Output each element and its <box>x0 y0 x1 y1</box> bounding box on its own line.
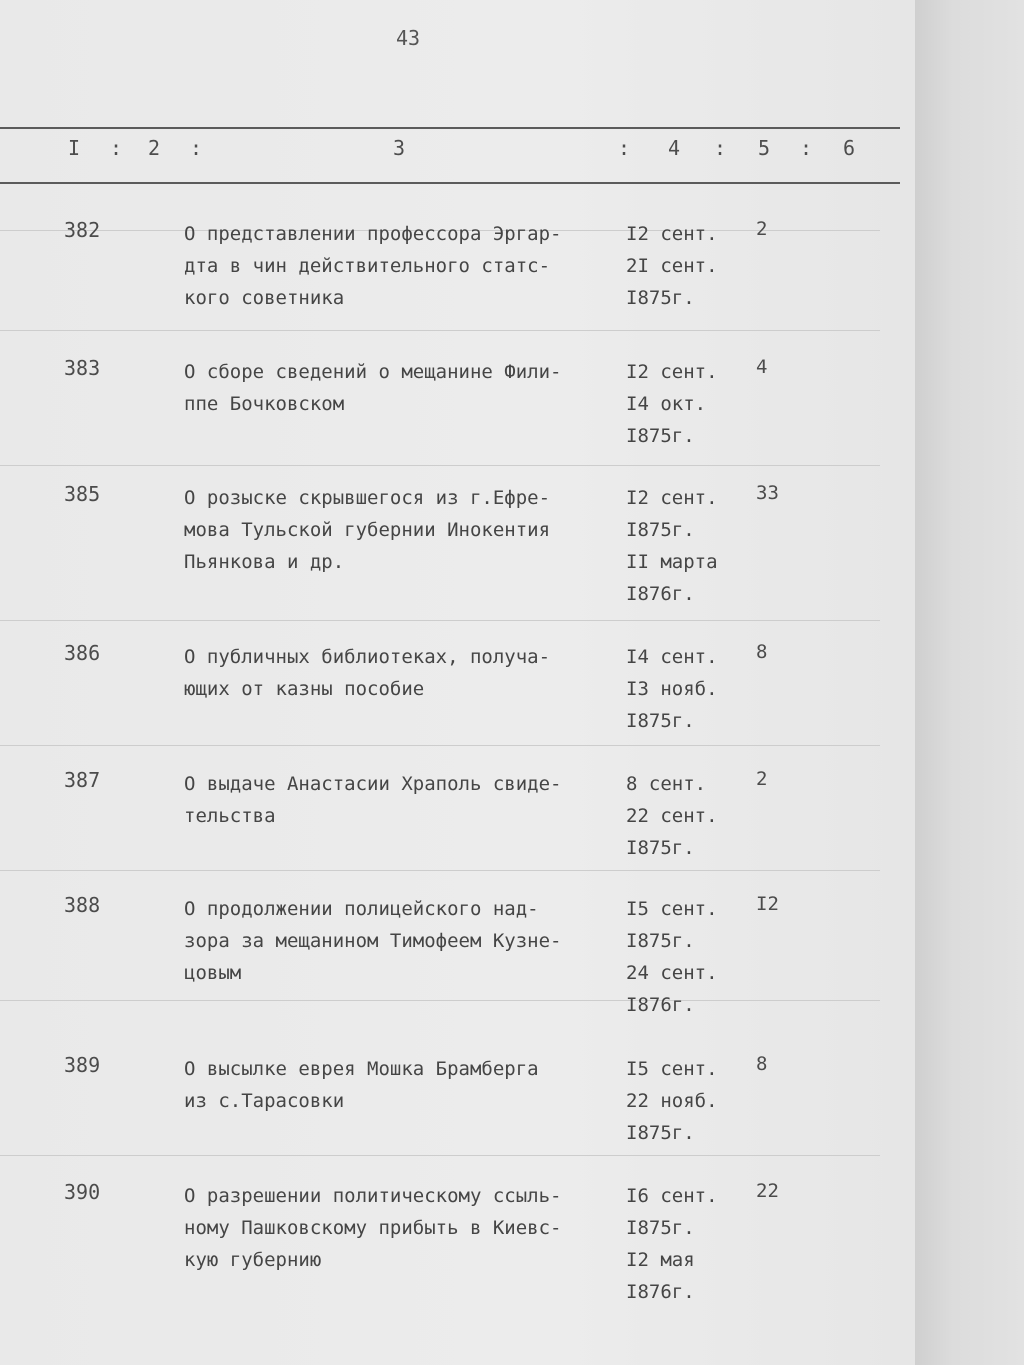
date-line: 8 сент. <box>626 773 707 795</box>
date-line: I875г. <box>626 930 695 952</box>
date-line: I875г. <box>626 287 695 309</box>
sheet-count: 8 <box>756 1053 768 1075</box>
title-line: тельства <box>184 805 276 827</box>
sheet-count: 33 <box>756 482 779 504</box>
case-dates <box>626 1053 718 1149</box>
case-dates <box>626 482 718 610</box>
case-dates <box>626 1180 718 1308</box>
title-line: кую губернию <box>184 1249 322 1271</box>
sheet-count: 2 <box>756 768 768 790</box>
date-line: I2 сент. <box>626 223 718 245</box>
case-dates <box>626 356 718 452</box>
case-dates <box>626 768 718 864</box>
case-number: 386 <box>64 641 101 665</box>
case-dates <box>626 641 718 737</box>
date-line: 22 сент. <box>626 805 718 827</box>
case-number: 387 <box>64 768 101 792</box>
title-line: О продолжении полицейского над- <box>184 898 539 920</box>
sheet-count: 8 <box>756 641 768 663</box>
case-title <box>184 356 624 420</box>
date-line: I6 сент. <box>626 1185 718 1207</box>
title-line: Пьянкова и др. <box>184 551 345 573</box>
date-line: I876г. <box>626 583 695 605</box>
date-line: I875г. <box>626 837 695 859</box>
column-5-heading: 5 <box>758 136 771 160</box>
column-2-heading: 2 <box>148 136 161 160</box>
case-title <box>184 768 624 832</box>
date-line: I4 окт. <box>626 393 707 415</box>
column-separator: : <box>190 136 203 160</box>
title-line: из с.Тарасовки <box>184 1090 345 1112</box>
date-line: I875г. <box>626 519 695 541</box>
title-line: дта в чин действительного статс- <box>184 255 551 277</box>
sheet-count: 2 <box>756 218 768 240</box>
case-number: 383 <box>64 356 101 380</box>
date-line: I4 сент. <box>626 646 718 668</box>
sheet-count: 4 <box>756 356 768 378</box>
date-line: I5 сент. <box>626 1058 718 1080</box>
date-line: I5 сент. <box>626 898 718 920</box>
case-number: 385 <box>64 482 101 506</box>
bleed-through-line <box>0 870 880 871</box>
column-6-heading: 6 <box>843 136 856 160</box>
title-line: О сборе сведений о мещанине Фили- <box>184 361 562 383</box>
bleed-through-line <box>0 1000 880 1001</box>
date-line: 2I сент. <box>626 255 718 277</box>
column-separator: : <box>714 136 727 160</box>
date-line: I2 мая <box>626 1249 695 1271</box>
case-dates <box>626 893 718 1021</box>
date-line: I2 сент. <box>626 487 718 509</box>
date-line: I876г. <box>626 994 695 1016</box>
title-line: цовым <box>184 962 242 984</box>
case-number: 389 <box>64 1053 101 1077</box>
column-separator: : <box>618 136 631 160</box>
date-line: I875г. <box>626 710 695 732</box>
bleed-through-line <box>0 620 880 621</box>
date-line: 22 нояб. <box>626 1090 718 1112</box>
case-number: 390 <box>64 1180 101 1204</box>
sheet-count: 22 <box>756 1180 779 1202</box>
title-line: О высылке еврея Мошка Брамберга <box>184 1058 539 1080</box>
case-number: 388 <box>64 893 101 917</box>
case-title <box>184 482 624 578</box>
case-number: 382 <box>64 218 101 242</box>
title-line: ющих от казны пособие <box>184 678 425 700</box>
date-line: I3 нояб. <box>626 678 718 700</box>
header-bottom-rule <box>0 182 900 184</box>
bleed-through-line <box>0 1155 880 1156</box>
date-line: 24 сент. <box>626 962 718 984</box>
column-separator: : <box>110 136 123 160</box>
column-4-heading: 4 <box>668 136 681 160</box>
case-title <box>184 893 624 989</box>
column-1-heading: I <box>68 136 81 160</box>
title-line: О разрешении политическому ссыль- <box>184 1185 562 1207</box>
title-line: О выдаче Анастасии Храполь свиде- <box>184 773 562 795</box>
title-line: ппе Бочковском <box>184 393 345 415</box>
date-line: I875г. <box>626 1217 695 1239</box>
date-line: I875г. <box>626 425 695 447</box>
title-line: мова Тульской губернии Инокентия <box>184 519 551 541</box>
title-line: зора за мещанином Тимофеем Кузне- <box>184 930 562 952</box>
date-line: I2 сент. <box>626 361 718 383</box>
sheet-count: I2 <box>756 893 779 915</box>
date-line: I875г. <box>626 1122 695 1144</box>
adjacent-page-edge <box>915 0 1024 1365</box>
date-line: I876г. <box>626 1281 695 1303</box>
bleed-through-line <box>0 465 880 466</box>
title-line: О розыске скрывшегося из г.Ефре- <box>184 487 551 509</box>
column-separator: : <box>800 136 813 160</box>
case-title <box>184 218 624 314</box>
header-top-rule <box>0 127 900 129</box>
bleed-through-line <box>0 330 880 331</box>
date-line: II марта <box>626 551 718 573</box>
bleed-through-line <box>0 745 880 746</box>
case-title <box>184 1180 624 1276</box>
title-line: кого советника <box>184 287 345 309</box>
case-title <box>184 641 624 705</box>
case-dates <box>626 218 718 314</box>
title-line: О представлении профессора Эргар- <box>184 223 562 245</box>
title-line: ному Пашковскому прибыть в Киевс- <box>184 1217 562 1239</box>
case-title <box>184 1053 624 1117</box>
page-number: 43 <box>396 26 421 50</box>
title-line: О публичных библиотеках, получа- <box>184 646 551 668</box>
column-3-heading: 3 <box>393 136 406 160</box>
